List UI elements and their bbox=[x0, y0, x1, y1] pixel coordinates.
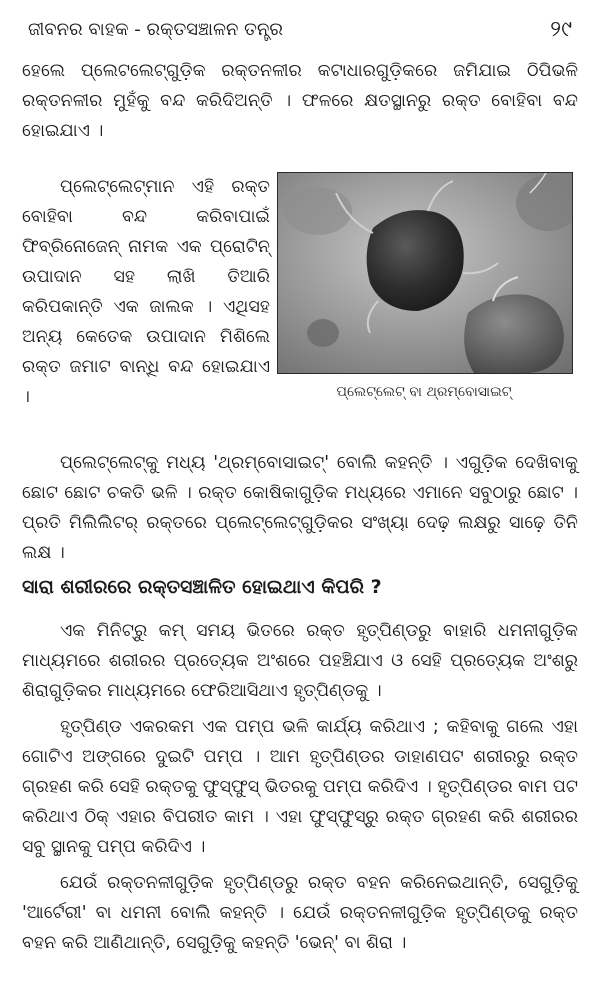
paragraph-6: ଯେଉଁ ରକ୍ତନଳୀଗୁଡ଼ିକ ହୃତ୍‌ପିଣ୍ଡରୁ ରକ୍ତ ବହନ କରିନେଇଥାନ୍ତି, ସେଗୁଡ଼ିକୁ 'ଆର୍ଟେରୀ' ବା ଧମନୀ ବୋଲି କହନ୍ତି । ଯେଉଁ ରକ୍ତନଳୀଗୁଡ଼ିକ ହୃତ୍‌ପିଣ୍ଡକୁ ରକ୍ତ ବହନ କରି ଆଣିଥାନ୍ତି, ସେଗୁଡ଼ିକୁ କହନ୍ତି 'ଭେନ୍' ବା ଶିରା । bbox=[22, 873, 578, 953]
figure-caption: ପ୍ଲେଟ୍‌ଲେଟ୍ ବା ଥ୍ରମ୍ବୋସାଇଟ୍ bbox=[336, 384, 512, 400]
section-heading: ସାରା ଶରୀରରେ ରକ୍ତସଞ୍ଚାଳିତ ହୋଇଥାଏ କିପରି ? bbox=[22, 576, 382, 598]
paragraph-5: ହୃତ୍‌ପିଣ୍ଡ ଏକରକମ ଏକ ପମ୍ପ ଭଳି କାର୍ଯ୍ୟ କରିଥାଏ ; କହିବାକୁ ଗଲେ ଏହା ଗୋଟିଏ ଅଙ୍ଗରେ ଦୁଇଟି ପମ୍ପ । ଆମ ହୃତ୍‌ପିଣ୍ଡର ଡାହାଣପଟ ଶରୀରରୁ ରକ୍ତ ଗ୍ରହଣ କରି ସେହି ରକ୍ତକୁ ଫୁସ୍‌ଫୁସ୍ ଭିତରକୁ ପମ୍ପ କରିଦିଏ । ହୃତ୍‌ପିଣ୍ଡର ବାମ ପଟ କରିଥାଏ ଠିକ୍ ଏହାର ବିପରୀତ କାମ । ଏହା ଫୁସ୍‌ଫୁସ୍‌ରୁ ରକ୍ତ ଗ୍ରହଣ କରି ଶରୀରର ସବୁ ସ୍ଥାନକୁ ପମ୍ପ କରିଦିଏ । bbox=[22, 717, 578, 857]
page-number: ୨୯ bbox=[550, 16, 572, 42]
platelet-illustration bbox=[278, 173, 572, 373]
chapter-title: ଜୀବନର ବାହକ - ରକ୍ତସଞ୍ଚାଳନ ତନ୍ତ୍ର bbox=[28, 18, 283, 40]
platelet-figure bbox=[277, 172, 573, 374]
paragraph-1: ହେଲେ ପ୍ଲେଟଲେଟ୍‌ଗୁଡ଼ିକ ରକ୍ତନଳୀର କଟାଧାରଗୁଡ଼ିକରେ ଜମିଯାଇ ଠିପିଭଳି ରକ୍ତନଳୀର ମୁହଁକୁ ବନ୍ଦ କରିଦିଅନ୍ତି । ଫଳରେ କ୍ଷତସ୍ଥାନରୁ ରକ୍ତ ବୋହିବା ବନ୍ଦ ହୋଇଯାଏ । bbox=[22, 61, 578, 141]
paragraph-4: ଏକ ମିନିଟ୍‌ରୁ କମ୍ ସମୟ ଭିତରେ ରକ୍ତ ହୃତ୍‌ପିଣ୍ଡରୁ ବାହାରି ଧମନୀଗୁଡ଼ିକ ମାଧ୍ୟମରେ ଶରୀରର ପ୍ରତ୍ୟେକ ଅଂଶରେ ପହଞ୍ଚିଯାଏ ଓ ସେହି ପ୍ରତ୍ୟେକ ଅଂଶରୁ ଶିରାଗୁଡ଼ିକର ମାଧ୍ୟମରେ ଫେରିଆସିଥାଏ ହୃତ୍‌ପିଣ୍ଡକୁ । bbox=[22, 621, 578, 701]
paragraph-3: ପ୍ଲେଟ୍‌ଲେଟ୍‌କୁ ମଧ୍ୟ 'ଥ୍ରମ୍ବୋସାଇଟ୍' ବୋଲି କହନ୍ତି । ଏଗୁଡ଼ିକ ଦେଖିବାକୁ ଛୋଟ ଛୋଟ ଚକତି ଭଳି । ରକ୍ତ କୋଷିକାଗୁଡ଼ିକ ମଧ୍ୟରେ ଏମାନେ ସବୁଠାରୁ ଛୋଟ । ପ୍ରତି ମିଲିଲିଟର୍ ରକ୍ତରେ ପ୍ଲେଟ୍‌ଲେଟ୍‌ଗୁଡ଼ିକର ସଂଖ୍ୟା ଦେଢ଼ ଲକ୍ଷରୁ ସାଢ଼େ ତିନି ଲକ୍ଷ । bbox=[22, 453, 578, 563]
running-header bbox=[28, 10, 572, 48]
paragraph-2: ପ୍ଲେଟ୍‌ଲେଟ୍‌ମାନ ଏହି ରକ୍ତ ବୋହିବା ବନ୍ଦ କରିବାପାଇଁ ଫିବ୍ରିନୋଜେନ୍ ନାମକ ଏକ ପ୍ରୋଟିନ୍ ଉପାଦାନ ସହ ଲାଖି ତିଆରି କରିପକାନ୍ତି ଏକ ଜାଲକ । ଏଥିସହ ଅନ୍ୟ କେତେକ ଉପାଦାନ ମିଶିଲେ ରକ୍ତ ଜମାଟ ବାନ୍ଧି ବନ୍ଦ ହୋଇଯାଏ । bbox=[22, 177, 270, 407]
